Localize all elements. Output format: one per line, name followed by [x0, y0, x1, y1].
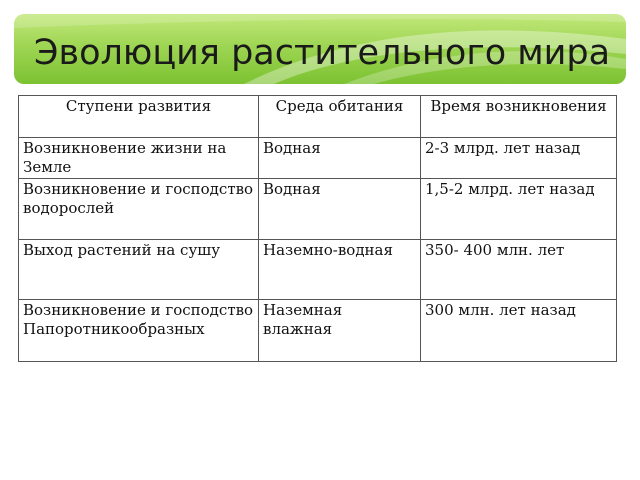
header-stage: Ступени развития	[19, 96, 259, 138]
title-banner	[14, 14, 626, 84]
cell-habitat: Водная	[259, 179, 421, 240]
cell-habitat: Наземная влажная	[259, 300, 421, 362]
cell-stage: Возникновение жизни на Земле	[19, 138, 259, 179]
table-header-row	[19, 96, 617, 138]
header-habitat: Среда обитания	[259, 96, 421, 138]
cell-time: 350- 400 млн. лет	[421, 240, 617, 300]
table-row	[19, 240, 617, 300]
cell-stage: Возникновение и господство водорослей	[19, 179, 259, 240]
cell-stage: Возникновение и господство Папоротникообразных	[19, 300, 259, 362]
cell-time: 300 млн. лет назад	[421, 300, 617, 362]
cell-stage: Выход растений на сушу	[19, 240, 259, 300]
evolution-table	[18, 95, 617, 362]
header-time: Время возникновения	[421, 96, 617, 138]
cell-habitat: Водная	[259, 138, 421, 179]
cell-time: 2-3 млрд. лет назад	[421, 138, 617, 179]
slide-title: Эволюция растительного мира	[34, 33, 611, 73]
cell-habitat: Наземно-водная	[259, 240, 421, 300]
table-row	[19, 138, 617, 179]
table-row	[19, 179, 617, 240]
cell-time: 1,5-2 млрд. лет назад	[421, 179, 617, 240]
table-row	[19, 300, 617, 362]
